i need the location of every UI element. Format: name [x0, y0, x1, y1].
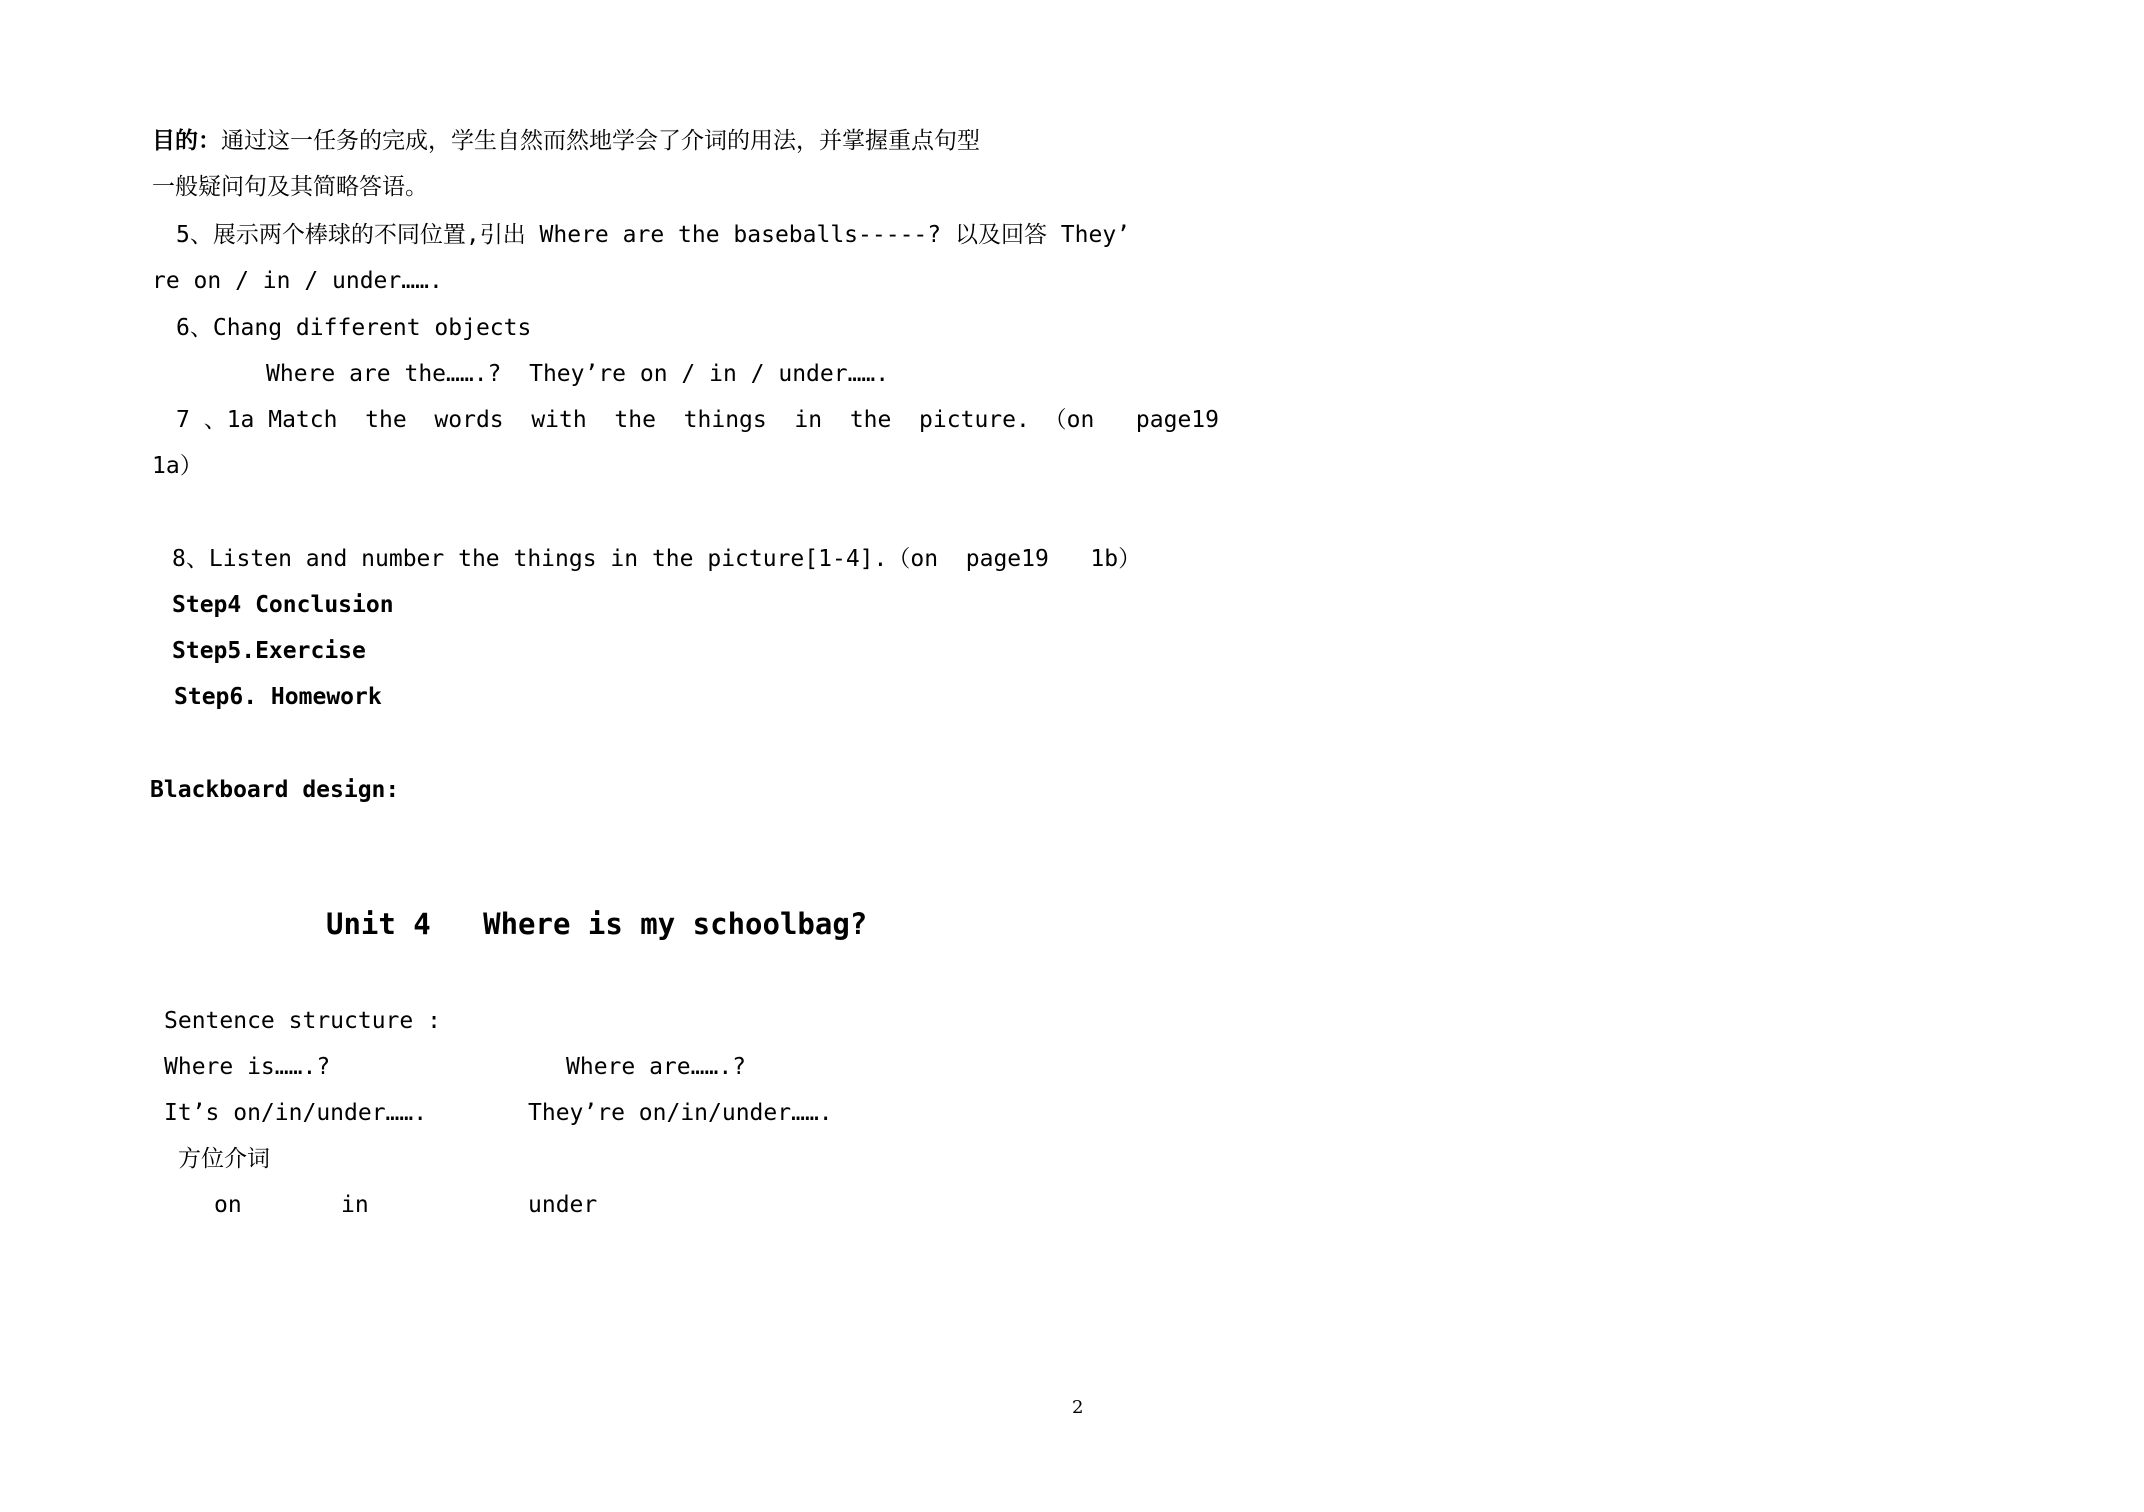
blackboard-title: Unit 4 Where is my schoolbag?	[326, 907, 868, 941]
question-singular: Where is…….?	[164, 1054, 331, 1080]
purpose-label: 目的：	[152, 128, 221, 154]
step-item-6-line2: Where are the…….? They’re on / in / under…….	[266, 361, 890, 387]
step4-heading: Step4 Conclusion	[172, 592, 394, 618]
step-item-6-line1: 6、Chang different objects	[176, 315, 532, 341]
step-item-7-line2: 1a）	[152, 453, 203, 479]
step-item-5-line2: re on / in / under…….	[152, 268, 443, 294]
step-item-7-line1: 7 、1a Match the words with the things in the picture. （on page19	[176, 407, 1219, 433]
purpose-continuation: 一般疑问句及其简略答语。	[152, 174, 428, 200]
question-plural: Where are…….?	[566, 1054, 747, 1080]
page-number: 2	[1072, 1397, 1084, 1418]
purpose-text: 通过这一任务的完成，学生自然而然地学会了介词的用法，并掌握重点句型	[221, 128, 980, 154]
step5-heading: Step5.Exercise	[172, 638, 366, 664]
preposition-on: on	[214, 1192, 242, 1218]
purpose-line	[152, 126, 980, 156]
answer-plural: They’re on/in/under…….	[528, 1100, 833, 1126]
preposition-under: under	[528, 1192, 598, 1218]
step-item-8: 8、Listen and number the things in the picture[1-4].（on page19 1b）	[172, 546, 1142, 572]
preposition-in: in	[341, 1192, 369, 1218]
sentence-structure-label: Sentence structure :	[164, 1008, 441, 1034]
blackboard-heading: Blackboard design:	[150, 777, 400, 803]
step6-heading: Step6. Homework	[174, 684, 382, 710]
answer-singular: It’s on/in/under…….	[164, 1100, 428, 1126]
step-item-5-line1: 5、展示两个棒球的不同位置,引出 Where are the baseballs-----? 以及回答 They’	[176, 222, 1131, 248]
prepositions-label: 方位介词	[178, 1146, 270, 1172]
